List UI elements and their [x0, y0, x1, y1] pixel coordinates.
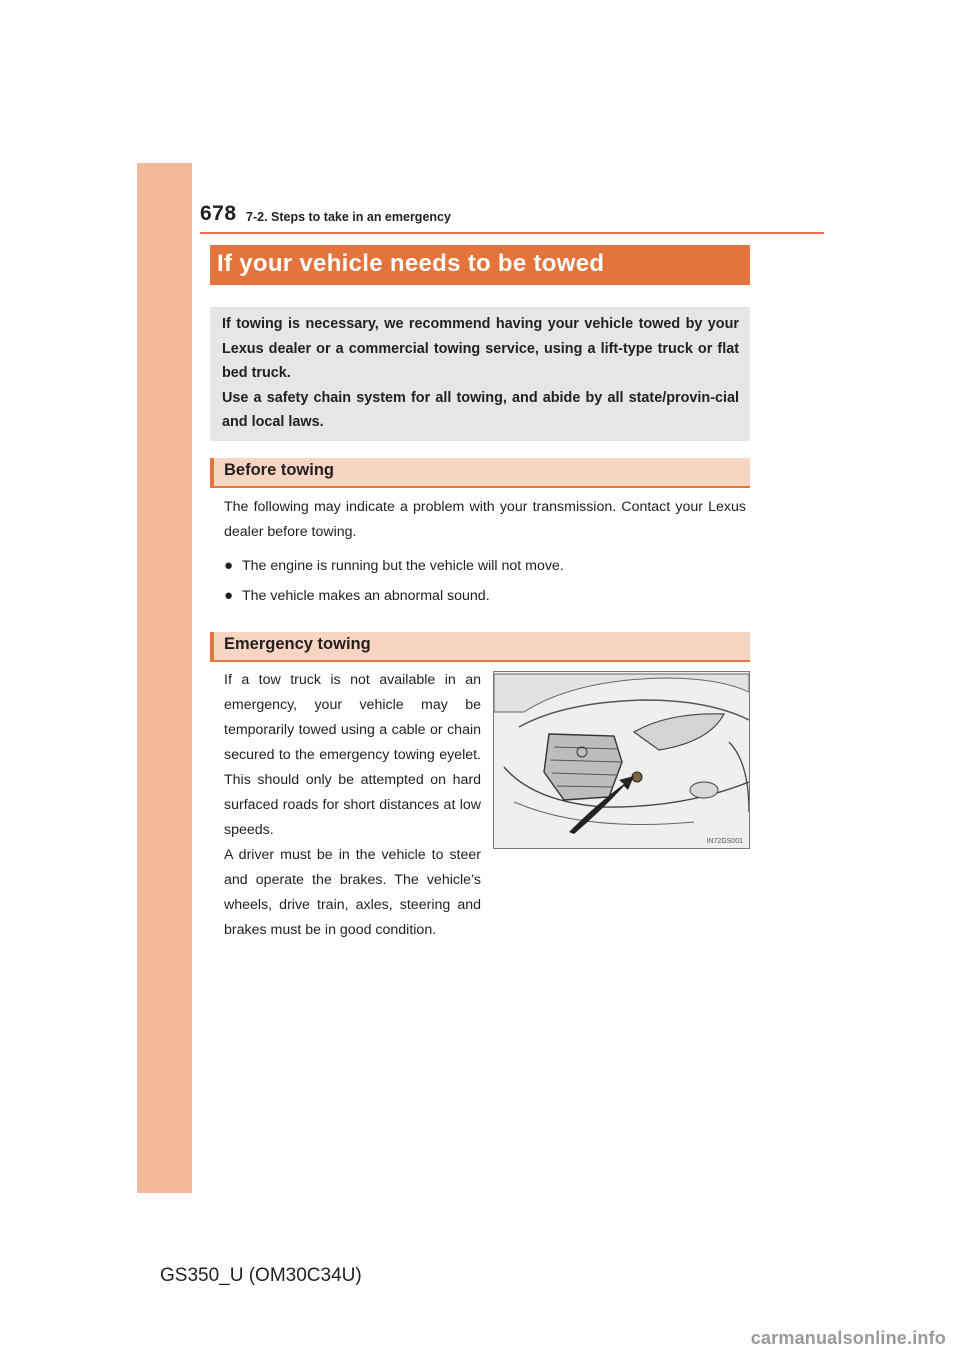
intro-text-2: Use a safety chain system for all towing, and abide by all state/provin-cial and local laws.	[222, 389, 739, 430]
bullet-text: The vehicle makes an abnormal sound.	[242, 588, 490, 604]
bullet-icon: ●	[224, 557, 234, 574]
page-title: If your vehicle needs to be towed	[210, 245, 750, 285]
bullet-text: The engine is running but the vehicle will not move.	[242, 558, 564, 574]
bullet-item	[224, 556, 564, 576]
emergency-towing-text	[224, 668, 481, 943]
bullet-icon: ●	[224, 587, 234, 604]
header-rule	[200, 232, 824, 234]
running-head: 7-2. Steps to take in an emergency	[246, 210, 451, 224]
section-heading-emergency-towing: Emergency towing	[210, 632, 750, 662]
intro-text-1: If towing is necessary, we recommend having your vehicle towed by your Lexus dealer or a commercial towing service, using a lift-type truck or flat bed truck.	[222, 316, 739, 381]
before-towing-paragraph: The following may indicate a problem with your transmission. Contact your Lexus dealer before towing.	[224, 499, 746, 540]
bullet-item	[224, 586, 490, 606]
section-heading-before-towing: Before towing	[210, 458, 750, 488]
intro-box	[210, 307, 750, 441]
emergency-towing-paragraph-1: If a tow truck is not available in an emergency, your vehicle may be temporarily towed using a cable or chain secured to the emergency towing eyelet. This should only be attempted on hard surfaced roads for short distances at low speeds.	[224, 672, 481, 838]
watermark[interactable]: carmanualsonline.info	[750, 1328, 946, 1348]
footer-model: GS350_U (OM30C34U)	[160, 1265, 362, 1286]
emergency-towing-paragraph-2: A driver must be in the vehicle to steer and operate the brakes. The vehicle’s wheels, drive train, axles, steering and brakes must be in good condition.	[224, 847, 481, 938]
towing-eyelet-illustration	[493, 671, 750, 849]
side-tab	[137, 163, 192, 1193]
car-front-drawing	[494, 672, 749, 848]
page-number: 678	[200, 202, 237, 225]
figure-code: IN72GS001	[706, 838, 743, 845]
